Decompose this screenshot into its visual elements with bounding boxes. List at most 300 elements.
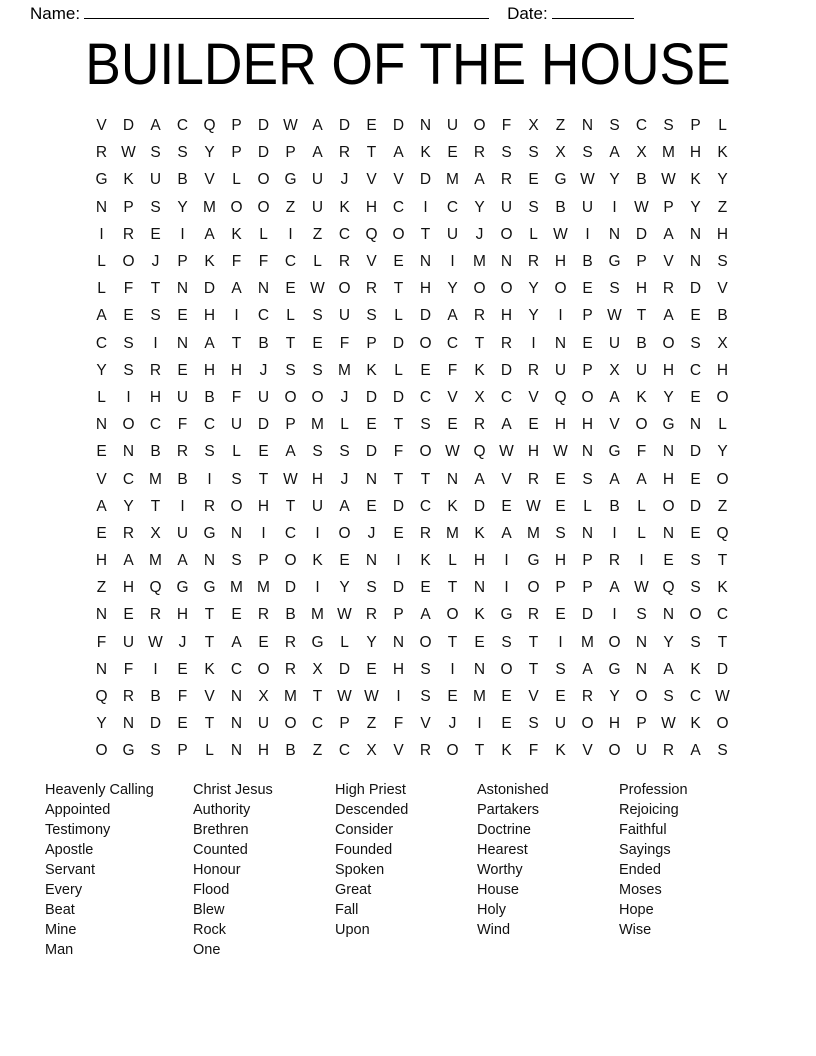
grid-cell[interactable]: W [661, 171, 676, 189]
grid-cell[interactable]: R [176, 443, 189, 461]
grid-cell[interactable]: R [122, 524, 135, 542]
word-list-item[interactable]: Rock [193, 922, 227, 938]
word-list-item[interactable]: Testimony [45, 822, 111, 838]
grid-cell[interactable]: E [393, 253, 404, 271]
grid-cell[interactable]: O [608, 633, 621, 651]
grid-cell[interactable]: H [500, 307, 513, 325]
grid-cell[interactable]: E [258, 443, 269, 461]
grid-cell[interactable]: S [717, 253, 728, 271]
grid-cell[interactable]: I [180, 225, 185, 243]
grid-cell[interactable]: R [95, 144, 108, 162]
grid-cell[interactable]: H [257, 742, 270, 760]
grid-cell[interactable]: O [662, 334, 675, 352]
grid-cell[interactable]: B [555, 198, 566, 216]
grid-cell[interactable]: U [338, 307, 351, 325]
grid-cell[interactable]: O [716, 388, 729, 406]
grid-cell[interactable]: Q [716, 524, 729, 542]
grid-cell[interactable]: X [366, 742, 377, 760]
grid-cell[interactable]: H [149, 388, 162, 406]
grid-cell[interactable]: K [474, 606, 485, 624]
grid-cell[interactable]: E [447, 416, 458, 434]
grid-cell[interactable]: B [285, 606, 296, 624]
grid-cell[interactable]: W [634, 198, 649, 216]
grid-cell[interactable]: E [447, 688, 458, 706]
grid-cell[interactable]: O [122, 416, 135, 434]
grid-cell[interactable]: O [284, 552, 297, 570]
grid-cell[interactable]: Y [663, 388, 674, 406]
grid-cell[interactable]: N [365, 552, 378, 570]
grid-cell[interactable]: K [420, 144, 431, 162]
grid-cell[interactable]: O [230, 198, 243, 216]
grid-cell[interactable]: U [446, 117, 459, 135]
grid-cell[interactable]: H [581, 416, 594, 434]
grid-cell[interactable]: Y [609, 688, 620, 706]
grid-cell[interactable]: L [394, 307, 403, 325]
grid-cell[interactable]: D [635, 225, 648, 243]
grid-cell[interactable]: R [365, 280, 378, 298]
grid-cell[interactable]: N [203, 552, 216, 570]
grid-cell[interactable]: N [230, 688, 243, 706]
word-list-item[interactable]: Profession [619, 782, 688, 798]
grid-cell[interactable]: H [365, 198, 378, 216]
grid-cell[interactable]: T [420, 225, 431, 243]
grid-cell[interactable]: P [231, 117, 242, 135]
grid-cell[interactable]: O [473, 117, 486, 135]
grid-cell[interactable]: S [501, 633, 512, 651]
grid-cell[interactable]: M [473, 253, 486, 271]
grid-cell[interactable]: I [585, 225, 590, 243]
grid-cell[interactable]: T [393, 416, 404, 434]
grid-cell[interactable]: O [338, 280, 351, 298]
grid-cell[interactable]: J [475, 225, 484, 243]
grid-cell[interactable]: S [177, 144, 188, 162]
grid-cell[interactable]: S [366, 307, 377, 325]
grid-cell[interactable]: I [504, 552, 509, 570]
grid-cell[interactable]: M [311, 416, 324, 434]
grid-cell[interactable]: N [554, 334, 567, 352]
grid-cell[interactable]: C [230, 660, 243, 678]
grid-cell[interactable]: P [177, 742, 188, 760]
grid-cell[interactable]: H [608, 715, 621, 733]
grid-cell[interactable]: A [393, 144, 404, 162]
grid-cell[interactable]: D [581, 606, 594, 624]
grid-cell[interactable]: W [580, 171, 595, 189]
grid-cell[interactable]: L [232, 171, 241, 189]
grid-cell[interactable]: H [311, 470, 324, 488]
grid-cell[interactable]: O [95, 742, 108, 760]
grid-cell[interactable]: N [176, 280, 189, 298]
grid-cell[interactable]: K [123, 171, 134, 189]
grid-cell[interactable]: U [149, 171, 162, 189]
grid-cell[interactable]: S [663, 117, 674, 135]
word-list-item[interactable]: Appointed [45, 802, 111, 818]
grid-cell[interactable]: S [231, 552, 242, 570]
grid-cell[interactable]: V [420, 715, 431, 733]
grid-cell[interactable]: A [312, 117, 323, 135]
grid-cell[interactable]: X [150, 524, 161, 542]
grid-cell[interactable]: T [474, 334, 485, 352]
grid-cell[interactable]: O [716, 470, 729, 488]
grid-cell[interactable]: V [528, 388, 539, 406]
grid-cell[interactable]: X [636, 144, 647, 162]
grid-cell[interactable]: N [689, 416, 702, 434]
grid-cell[interactable]: O [527, 579, 540, 597]
grid-cell[interactable]: T [447, 579, 458, 597]
grid-cell[interactable]: I [612, 606, 617, 624]
grid-cell[interactable]: H [554, 253, 567, 271]
grid-cell[interactable]: C [149, 416, 162, 434]
grid-cell[interactable]: E [501, 715, 512, 733]
grid-cell[interactable]: P [582, 361, 593, 379]
grid-cell[interactable]: T [420, 470, 431, 488]
grid-cell[interactable]: G [527, 552, 540, 570]
grid-cell[interactable]: L [259, 225, 268, 243]
word-search-grid[interactable] [88, 112, 736, 765]
grid-cell[interactable]: F [447, 361, 458, 379]
grid-cell[interactable]: N [581, 524, 594, 542]
grid-cell[interactable]: J [340, 171, 349, 189]
word-list-item[interactable]: Upon [335, 922, 370, 938]
grid-cell[interactable]: T [312, 688, 323, 706]
grid-cell[interactable]: Z [717, 497, 728, 515]
grid-cell[interactable]: R [419, 742, 432, 760]
word-list-item[interactable]: High Priest [335, 782, 406, 798]
grid-cell[interactable]: T [204, 715, 215, 733]
grid-cell[interactable]: E [555, 497, 566, 515]
grid-cell[interactable]: V [582, 742, 593, 760]
grid-cell[interactable]: D [392, 117, 405, 135]
grid-cell[interactable]: O [338, 524, 351, 542]
grid-cell[interactable]: T [366, 144, 377, 162]
grid-cell[interactable]: R [527, 253, 540, 271]
grid-cell[interactable]: M [203, 198, 216, 216]
grid-cell[interactable]: E [96, 524, 107, 542]
grid-cell[interactable]: P [636, 715, 647, 733]
word-list-item[interactable]: Faithful [619, 822, 667, 838]
grid-cell[interactable]: L [448, 552, 457, 570]
grid-cell[interactable]: W [553, 225, 568, 243]
grid-cell[interactable]: O [311, 388, 324, 406]
grid-cell[interactable]: T [150, 497, 161, 515]
grid-cell[interactable]: I [423, 198, 428, 216]
grid-cell[interactable]: G [203, 524, 216, 542]
grid-cell[interactable]: W [607, 307, 622, 325]
grid-cell[interactable]: N [122, 715, 135, 733]
grid-cell[interactable]: D [122, 117, 135, 135]
grid-cell[interactable]: E [420, 361, 431, 379]
grid-cell[interactable]: Y [123, 497, 134, 515]
word-list-item[interactable]: Authority [193, 802, 251, 818]
grid-cell[interactable]: O [581, 715, 594, 733]
grid-cell[interactable]: L [97, 253, 106, 271]
grid-cell[interactable]: N [689, 253, 702, 271]
grid-cell[interactable]: F [177, 416, 188, 434]
grid-cell[interactable]: N [473, 579, 486, 597]
grid-cell[interactable]: T [285, 497, 296, 515]
grid-cell[interactable]: P [393, 606, 404, 624]
grid-cell[interactable]: S [555, 660, 566, 678]
grid-cell[interactable]: E [474, 633, 485, 651]
grid-cell[interactable]: I [504, 579, 509, 597]
grid-cell[interactable]: S [609, 117, 620, 135]
grid-cell[interactable]: I [153, 660, 158, 678]
grid-cell[interactable]: O [500, 660, 513, 678]
grid-cell[interactable]: C [203, 416, 216, 434]
grid-cell[interactable]: C [635, 117, 648, 135]
grid-cell[interactable]: R [203, 497, 216, 515]
grid-cell[interactable]: A [474, 171, 485, 189]
grid-cell[interactable]: R [473, 416, 486, 434]
grid-cell[interactable]: S [420, 660, 431, 678]
grid-cell[interactable]: V [366, 171, 377, 189]
grid-cell[interactable]: P [123, 198, 134, 216]
grid-cell[interactable]: T [528, 633, 539, 651]
grid-cell[interactable]: O [446, 606, 459, 624]
grid-cell[interactable]: T [150, 280, 161, 298]
grid-cell[interactable]: L [313, 253, 322, 271]
grid-cell[interactable]: T [393, 470, 404, 488]
grid-cell[interactable]: K [474, 524, 485, 542]
grid-cell[interactable]: R [608, 552, 621, 570]
grid-cell[interactable]: X [474, 388, 485, 406]
grid-cell[interactable]: N [230, 524, 243, 542]
word-list-item[interactable]: Great [335, 882, 372, 898]
grid-cell[interactable]: S [312, 443, 323, 461]
grid-cell[interactable]: H [419, 280, 432, 298]
grid-cell[interactable]: S [636, 606, 647, 624]
grid-cell[interactable]: Z [312, 225, 323, 243]
grid-cell[interactable]: A [420, 606, 431, 624]
grid-cell[interactable]: Q [149, 579, 162, 597]
grid-cell[interactable]: R [500, 334, 513, 352]
grid-cell[interactable]: I [558, 633, 563, 651]
grid-cell[interactable]: B [636, 334, 647, 352]
grid-cell[interactable]: A [636, 470, 647, 488]
grid-cell[interactable]: M [581, 633, 594, 651]
grid-cell[interactable]: Q [662, 579, 675, 597]
grid-cell[interactable]: D [284, 579, 297, 597]
grid-cell[interactable]: O [230, 497, 243, 515]
word-list-item[interactable]: Every [45, 882, 83, 898]
grid-cell[interactable]: V [393, 742, 404, 760]
word-list-item[interactable]: Brethren [193, 822, 249, 838]
word-list-item[interactable]: Wind [477, 922, 511, 938]
grid-cell[interactable]: K [717, 579, 728, 597]
grid-cell[interactable]: F [177, 688, 188, 706]
grid-cell[interactable]: Y [663, 633, 674, 651]
grid-cell[interactable]: Y [528, 307, 539, 325]
grid-cell[interactable]: C [419, 497, 432, 515]
word-list-item[interactable]: Honour [193, 862, 241, 878]
grid-cell[interactable]: D [392, 334, 405, 352]
grid-cell[interactable]: A [609, 579, 620, 597]
grid-cell[interactable]: S [528, 198, 539, 216]
grid-cell[interactable]: I [450, 660, 455, 678]
grid-cell[interactable]: I [612, 524, 617, 542]
grid-cell[interactable]: E [231, 606, 242, 624]
grid-cell[interactable]: W [526, 497, 541, 515]
grid-cell[interactable]: R [122, 688, 135, 706]
grid-cell[interactable]: P [258, 552, 269, 570]
word-list-item[interactable]: Blew [193, 902, 225, 918]
word-list-item[interactable]: Heavenly Calling [45, 782, 154, 798]
word-list-item[interactable]: Worthy [477, 862, 523, 878]
grid-cell[interactable]: S [528, 715, 539, 733]
grid-cell[interactable]: C [446, 198, 459, 216]
grid-cell[interactable]: L [340, 633, 349, 651]
grid-cell[interactable]: Y [528, 280, 539, 298]
grid-cell[interactable]: A [231, 633, 242, 651]
grid-cell[interactable]: O [689, 606, 702, 624]
grid-cell[interactable]: S [231, 470, 242, 488]
grid-cell[interactable]: R [662, 742, 675, 760]
grid-cell[interactable]: D [149, 715, 162, 733]
word-list-item[interactable]: Flood [193, 882, 230, 898]
grid-cell[interactable]: S [690, 633, 701, 651]
grid-cell[interactable]: O [635, 688, 648, 706]
word-list-item[interactable]: Astonished [477, 782, 549, 798]
grid-cell[interactable]: S [663, 688, 674, 706]
grid-cell[interactable]: S [285, 361, 296, 379]
grid-cell[interactable]: K [447, 497, 458, 515]
grid-cell[interactable]: N [662, 524, 675, 542]
grid-cell[interactable]: U [257, 715, 270, 733]
grid-cell[interactable]: H [554, 416, 567, 434]
grid-cell[interactable]: R [149, 606, 162, 624]
grid-cell[interactable]: E [96, 443, 107, 461]
grid-cell[interactable]: V [366, 253, 377, 271]
grid-cell[interactable]: W [310, 280, 325, 298]
grid-cell[interactable]: K [231, 225, 242, 243]
grid-cell[interactable]: O [257, 660, 270, 678]
grid-cell[interactable]: R [419, 524, 432, 542]
grid-cell[interactable]: M [149, 470, 162, 488]
grid-cell[interactable]: B [204, 388, 215, 406]
grid-cell[interactable]: N [257, 280, 270, 298]
grid-cell[interactable]: V [96, 470, 107, 488]
grid-cell[interactable]: H [203, 307, 216, 325]
grid-cell[interactable]: H [554, 552, 567, 570]
grid-cell[interactable]: E [177, 307, 188, 325]
grid-cell[interactable]: S [312, 361, 323, 379]
grid-cell[interactable]: G [608, 443, 621, 461]
grid-cell[interactable]: Z [717, 198, 728, 216]
grid-cell[interactable]: N [95, 416, 108, 434]
grid-cell[interactable]: I [180, 497, 185, 515]
grid-cell[interactable]: G [311, 633, 324, 651]
name-write-in-line[interactable] [84, 5, 489, 19]
grid-cell[interactable]: F [528, 742, 539, 760]
grid-cell[interactable]: S [690, 552, 701, 570]
grid-cell[interactable]: X [555, 144, 566, 162]
grid-cell[interactable]: L [232, 443, 241, 461]
grid-cell[interactable]: U [311, 198, 324, 216]
grid-cell[interactable]: I [288, 225, 293, 243]
grid-cell[interactable]: D [473, 497, 486, 515]
grid-cell[interactable]: P [339, 715, 350, 733]
grid-cell[interactable]: N [446, 470, 459, 488]
grid-cell[interactable]: E [123, 606, 134, 624]
grid-cell[interactable]: H [716, 225, 729, 243]
grid-cell[interactable]: L [97, 388, 106, 406]
word-list-item[interactable]: Wise [619, 922, 652, 938]
grid-cell[interactable]: E [690, 470, 701, 488]
grid-cell[interactable]: B [177, 470, 188, 488]
grid-cell[interactable]: R [473, 144, 486, 162]
grid-cell[interactable]: N [419, 253, 432, 271]
grid-cell[interactable]: O [419, 633, 432, 651]
grid-cell[interactable]: D [689, 280, 702, 298]
grid-cell[interactable]: O [419, 443, 432, 461]
grid-cell[interactable]: N [662, 606, 675, 624]
grid-cell[interactable]: O [473, 280, 486, 298]
grid-cell[interactable]: B [582, 253, 593, 271]
grid-cell[interactable]: S [150, 307, 161, 325]
grid-cell[interactable]: N [662, 443, 675, 461]
grid-cell[interactable]: T [528, 660, 539, 678]
grid-cell[interactable]: L [97, 280, 106, 298]
grid-cell[interactable]: U [176, 524, 189, 542]
grid-cell[interactable]: U [311, 171, 324, 189]
grid-cell[interactable]: R [284, 633, 297, 651]
grid-cell[interactable]: M [473, 688, 486, 706]
word-list-item[interactable]: Fall [335, 902, 359, 918]
grid-cell[interactable]: E [150, 225, 161, 243]
grid-cell[interactable]: I [531, 334, 536, 352]
grid-cell[interactable]: I [450, 253, 455, 271]
grid-cell[interactable]: X [258, 688, 269, 706]
grid-cell[interactable]: H [527, 443, 540, 461]
grid-cell[interactable]: G [203, 579, 216, 597]
grid-cell[interactable]: W [337, 688, 352, 706]
grid-cell[interactable]: K [636, 388, 647, 406]
grid-cell[interactable]: B [285, 742, 296, 760]
grid-cell[interactable]: L [637, 497, 646, 515]
grid-cell[interactable]: C [392, 198, 405, 216]
grid-cell[interactable]: F [501, 117, 512, 135]
grid-cell[interactable]: P [231, 144, 242, 162]
grid-cell[interactable]: S [150, 198, 161, 216]
grid-cell[interactable]: E [690, 524, 701, 542]
grid-cell[interactable]: J [448, 715, 457, 733]
word-list-item[interactable]: Spoken [335, 862, 385, 878]
grid-cell[interactable]: F [393, 715, 404, 733]
grid-cell[interactable]: P [285, 416, 296, 434]
grid-cell[interactable]: I [396, 688, 401, 706]
grid-cell[interactable]: E [285, 280, 296, 298]
word-list-item[interactable]: House [477, 882, 519, 898]
grid-cell[interactable]: E [420, 579, 431, 597]
grid-cell[interactable]: R [662, 280, 675, 298]
grid-cell[interactable]: R [581, 688, 594, 706]
grid-cell[interactable]: G [176, 579, 189, 597]
grid-cell[interactable]: B [150, 443, 161, 461]
grid-cell[interactable]: F [123, 280, 134, 298]
grid-cell[interactable]: W [364, 688, 379, 706]
grid-cell[interactable]: K [366, 361, 377, 379]
grid-cell[interactable]: Y [474, 198, 485, 216]
grid-cell[interactable]: C [284, 524, 297, 542]
grid-cell[interactable]: B [177, 171, 188, 189]
word-list-item[interactable]: Christ Jesus [193, 782, 273, 798]
grid-cell[interactable]: Q [554, 388, 567, 406]
word-list-item[interactable]: Moses [619, 882, 662, 898]
grid-cell[interactable]: T [204, 606, 215, 624]
grid-cell[interactable]: Z [312, 742, 323, 760]
grid-cell[interactable]: E [339, 552, 350, 570]
grid-cell[interactable]: L [205, 742, 214, 760]
grid-cell[interactable]: K [555, 742, 566, 760]
